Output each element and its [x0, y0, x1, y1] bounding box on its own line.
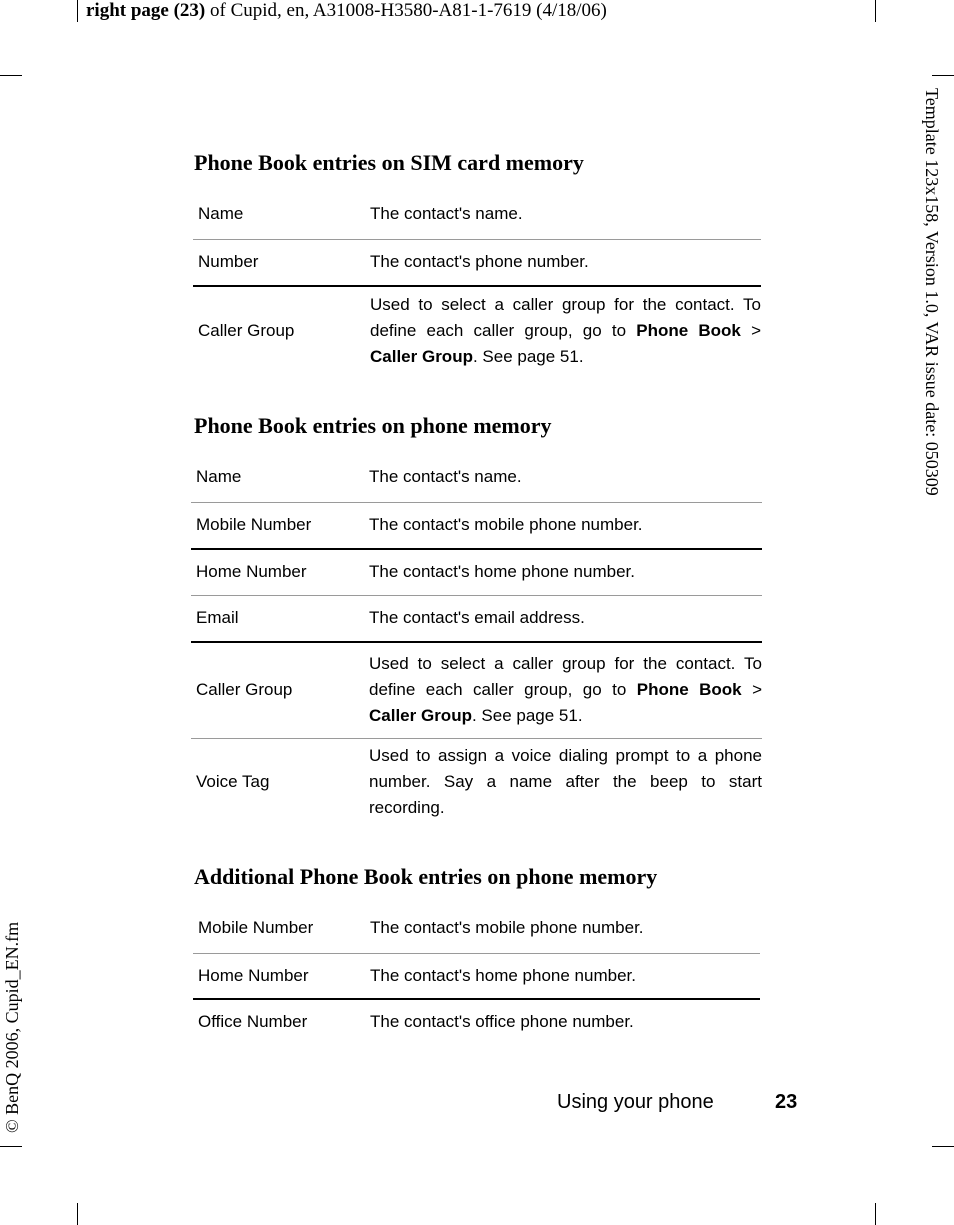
crop-mark — [875, 1203, 876, 1225]
section-title-additional: Additional Phone Book entries on phone memory — [194, 864, 658, 889]
entry-desc: The contact's mobile phone number. — [369, 515, 643, 535]
entry-label: Name — [196, 466, 242, 486]
entry-desc — [370, 286, 761, 374]
entry-label: Number — [198, 252, 259, 272]
table-row — [191, 502, 762, 549]
table-row — [193, 953, 760, 999]
entry-label: Mobile Number — [196, 515, 312, 535]
entry-label: Caller Group — [196, 680, 293, 700]
crop-mark — [0, 75, 22, 76]
table-row — [191, 642, 762, 738]
table-row — [191, 738, 762, 826]
entry-label: Voice Tag — [196, 772, 270, 792]
print-header-info: of Cupid, en, A31008-H3580-A81-1-7619 (4/18/06) — [205, 0, 607, 21]
table-row — [191, 595, 762, 642]
menu-path-caller-group: Caller Group — [369, 706, 472, 726]
entry-desc: The contact's home phone number. — [369, 562, 635, 582]
table-row — [193, 999, 760, 1043]
table-row — [191, 452, 762, 502]
entry-desc: Used to assign a voice dialing prompt to a phone number. Say a name after the beep to start recording. — [369, 746, 762, 818]
entry-label: Home Number — [196, 562, 307, 582]
table-row — [193, 286, 761, 374]
entry-desc-text: Used to select a caller group for the contact. To define each caller group, go to — [369, 654, 762, 700]
entry-label: Caller Group — [198, 320, 295, 340]
menu-path-phone-book: Phone Book — [636, 320, 741, 340]
crop-mark — [77, 0, 78, 22]
crop-mark — [875, 0, 876, 22]
entry-desc: The contact's name. — [369, 466, 522, 486]
entry-desc: The contact's mobile phone number. — [370, 917, 644, 937]
crop-mark — [932, 75, 954, 76]
entry-label: Email — [196, 608, 239, 628]
menu-path-phone-book: Phone Book — [636, 680, 742, 700]
entry-label: Mobile Number — [198, 917, 314, 937]
menu-path-separator: > — [740, 320, 762, 340]
section-title-sim: Phone Book entries on SIM card memory — [194, 150, 584, 175]
entry-label: Home Number — [198, 965, 309, 985]
crop-mark — [77, 1203, 78, 1225]
additional-entries-table — [193, 903, 760, 1043]
page-reference: . See page 51. — [472, 346, 584, 366]
entry-desc: The contact's name. — [370, 204, 523, 224]
page-number: 23 — [775, 1091, 798, 1113]
print-header-page: right page (23) — [86, 0, 206, 21]
menu-path-separator: > — [741, 680, 763, 700]
sim-entries-table — [193, 190, 761, 374]
entry-desc-text: Used to select a caller group for the contact. To define each caller group, go to — [370, 294, 761, 340]
footer-section-name: Using your phone — [557, 1091, 714, 1113]
phone-entries-table — [191, 452, 762, 826]
print-header — [86, 0, 607, 22]
table-row — [191, 549, 762, 595]
table-row — [193, 239, 761, 286]
crop-mark — [932, 1146, 954, 1147]
entry-desc — [369, 642, 762, 738]
crop-mark — [0, 1146, 22, 1147]
entry-desc: The contact's phone number. — [370, 252, 589, 272]
menu-path-caller-group: Caller Group — [370, 346, 473, 366]
entry-label: Name — [198, 204, 244, 224]
entry-desc: The contact's office phone number. — [370, 1011, 634, 1031]
entry-desc: The contact's email address. — [369, 608, 585, 628]
entry-desc: The contact's home phone number. — [370, 965, 636, 985]
section-title-phone: Phone Book entries on phone memory — [194, 413, 552, 438]
table-row — [193, 903, 760, 953]
page-reference: . See page 51. — [471, 706, 583, 726]
entry-label: Office Number — [198, 1011, 308, 1031]
copyright-notice: © BenQ 2006, Cupid_EN.fm — [2, 921, 22, 1133]
table-row — [193, 190, 761, 239]
template-info: Template 123x158, Version 1.0, VAR issue date: 050309 — [922, 88, 942, 496]
